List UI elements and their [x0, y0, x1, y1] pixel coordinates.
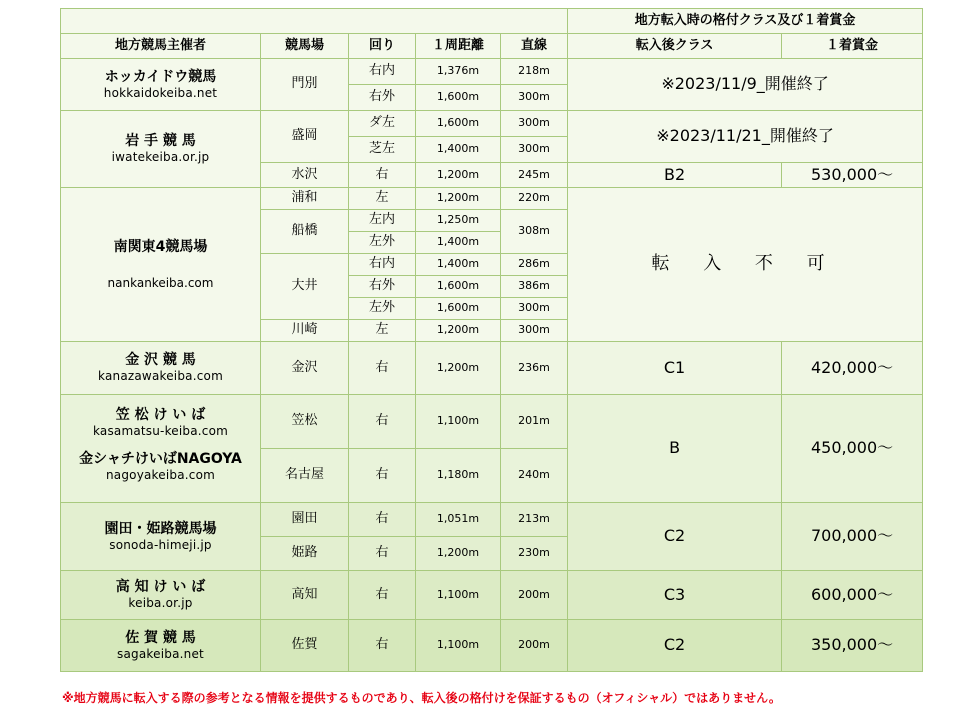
straight: 300m [501, 85, 568, 111]
track-name: 姫路 [261, 537, 349, 571]
distance: 1,600m [416, 111, 501, 137]
straight: 240m [501, 449, 568, 503]
direction: 芝左 [349, 137, 416, 163]
org-kasamatsu [61, 395, 261, 449]
track-name: 大井 [261, 254, 349, 320]
org-url: sonoda-himeji.jp [109, 537, 212, 552]
distance: 1,100m [416, 395, 501, 449]
org-kanazawa [61, 342, 261, 395]
header-group-title: 地方転入時の格付クラス及び１着賞金 [568, 9, 923, 34]
distance: 1,200m [416, 342, 501, 395]
org-name: 高 知 け い ば [115, 579, 206, 596]
prize-value: 600,000～ [782, 571, 923, 620]
org-url: kasamatsu-keiba.com [92, 424, 229, 439]
org-hokkaido [61, 59, 261, 111]
disclaimer-text: ※地方競馬に転入する際の参考となる情報を提供するものであり、転入後の格付けを保証するもの（オフィシャル）ではありません。 [62, 691, 781, 705]
distance: 1,600m [416, 298, 501, 320]
header-straight: 直線 [501, 34, 568, 59]
distance: 1,100m [416, 571, 501, 620]
header-blank [61, 9, 568, 34]
straight: 220m [501, 188, 568, 210]
table-row [61, 188, 923, 210]
direction: ダ左 [349, 111, 416, 137]
direction: 右外 [349, 276, 416, 298]
status-note: ※2023/11/21_開催終了 [568, 111, 923, 163]
track-name: 金沢 [261, 342, 349, 395]
class-value: C1 [568, 342, 782, 395]
direction: 左 [349, 320, 416, 342]
track-name: 名古屋 [261, 449, 349, 503]
direction: 右内 [349, 59, 416, 85]
straight: 308m [501, 210, 568, 254]
org-url: nankankeiba.com [107, 275, 214, 290]
table-row [61, 503, 923, 537]
straight: 300m [501, 298, 568, 320]
transfer-unavailable: 転 入 不 可 [568, 188, 923, 342]
straight: 218m [501, 59, 568, 85]
header-distance: １周距離 [416, 34, 501, 59]
header-prize: １着賞金 [782, 34, 923, 59]
org-name: 金 沢 競 馬 [125, 352, 196, 369]
straight: 300m [501, 137, 568, 163]
track-name: 佐賀 [261, 620, 349, 672]
direction: 右 [349, 537, 416, 571]
direction: 左外 [349, 232, 416, 254]
distance: 1,600m [416, 276, 501, 298]
track-name: 園田 [261, 503, 349, 537]
straight: 236m [501, 342, 568, 395]
org-kochi [61, 571, 261, 620]
prize-value: 450,000～ [782, 395, 923, 503]
direction: 右 [349, 342, 416, 395]
direction: 右 [349, 620, 416, 672]
prize-value: 530,000～ [782, 163, 923, 188]
header-direction: 回り [349, 34, 416, 59]
track-name: 船橋 [261, 210, 349, 254]
direction: 左外 [349, 298, 416, 320]
status-note: ※2023/11/9_開催終了 [568, 59, 923, 111]
distance: 1,250m [416, 210, 501, 232]
racecourse-table [60, 8, 923, 672]
org-name: 岩 手 競 馬 [125, 133, 196, 150]
org-url: kanazawakeiba.com [98, 369, 223, 384]
distance: 1,400m [416, 254, 501, 276]
direction: 右 [349, 449, 416, 503]
track-name: 川崎 [261, 320, 349, 342]
track-name: 笠松 [261, 395, 349, 449]
distance: 1,400m [416, 232, 501, 254]
straight: 230m [501, 537, 568, 571]
class-value: C2 [568, 620, 782, 672]
org-url: keiba.or.jp [128, 596, 193, 611]
direction: 右 [349, 163, 416, 188]
org-url: iwatekeiba.or.jp [111, 150, 210, 165]
org-minamikanto [61, 188, 261, 342]
distance: 1,200m [416, 537, 501, 571]
org-name: 笠 松 け い ば [115, 407, 206, 423]
org-name: 南関東4競馬場 [113, 238, 208, 255]
distance: 1,100m [416, 620, 501, 672]
org-name: 園田・姫路競馬場 [104, 520, 217, 537]
straight: 300m [501, 111, 568, 137]
distance: 1,200m [416, 320, 501, 342]
distance: 1,376m [416, 59, 501, 85]
table-row [61, 571, 923, 620]
direction: 右 [349, 395, 416, 449]
table-row [61, 395, 923, 449]
track-name: 浦和 [261, 188, 349, 210]
table-row [61, 620, 923, 672]
prize-value: 420,000～ [782, 342, 923, 395]
track-name: 盛岡 [261, 111, 349, 163]
straight: 213m [501, 503, 568, 537]
class-value: C3 [568, 571, 782, 620]
header-class: 転入後クラス [568, 34, 782, 59]
straight: 286m [501, 254, 568, 276]
straight: 386m [501, 276, 568, 298]
table-row [61, 342, 923, 395]
straight: 300m [501, 320, 568, 342]
distance: 1,051m [416, 503, 501, 537]
straight: 200m [501, 620, 568, 672]
class-value: B [568, 395, 782, 503]
distance: 1,600m [416, 85, 501, 111]
org-url: hokkaidokeiba.net [103, 85, 218, 100]
org-iwate [61, 111, 261, 188]
track-name: 門別 [261, 59, 349, 111]
direction: 右内 [349, 254, 416, 276]
direction: 右 [349, 571, 416, 620]
org-name: ホッカイドウ競馬 [104, 68, 217, 85]
direction: 左内 [349, 210, 416, 232]
track-name: 高知 [261, 571, 349, 620]
header-track: 競馬場 [261, 34, 349, 59]
org-url: nagoyakeiba.com [105, 467, 216, 482]
class-value: C2 [568, 503, 782, 571]
table-row [61, 111, 923, 137]
distance: 1,180m [416, 449, 501, 503]
org-sonoda-himeji [61, 503, 261, 571]
straight: 200m [501, 571, 568, 620]
class-value: B2 [568, 163, 782, 188]
straight: 201m [501, 395, 568, 449]
direction: 右外 [349, 85, 416, 111]
direction: 左 [349, 188, 416, 210]
org-nagoya [61, 449, 261, 503]
direction: 右 [349, 503, 416, 537]
track-name: 水沢 [261, 163, 349, 188]
table-row [61, 59, 923, 85]
header-org: 地方競馬主催者 [61, 34, 261, 59]
distance: 1,200m [416, 188, 501, 210]
distance: 1,400m [416, 137, 501, 163]
straight: 245m [501, 163, 568, 188]
distance: 1,200m [416, 163, 501, 188]
org-url: sagakeiba.net [117, 646, 204, 661]
prize-value: 700,000～ [782, 503, 923, 571]
prize-value: 350,000～ [782, 620, 923, 672]
org-saga [61, 620, 261, 672]
org-name: 佐 賀 競 馬 [125, 629, 196, 646]
org-name: 金シャチけいばNAGOYA [79, 450, 242, 467]
